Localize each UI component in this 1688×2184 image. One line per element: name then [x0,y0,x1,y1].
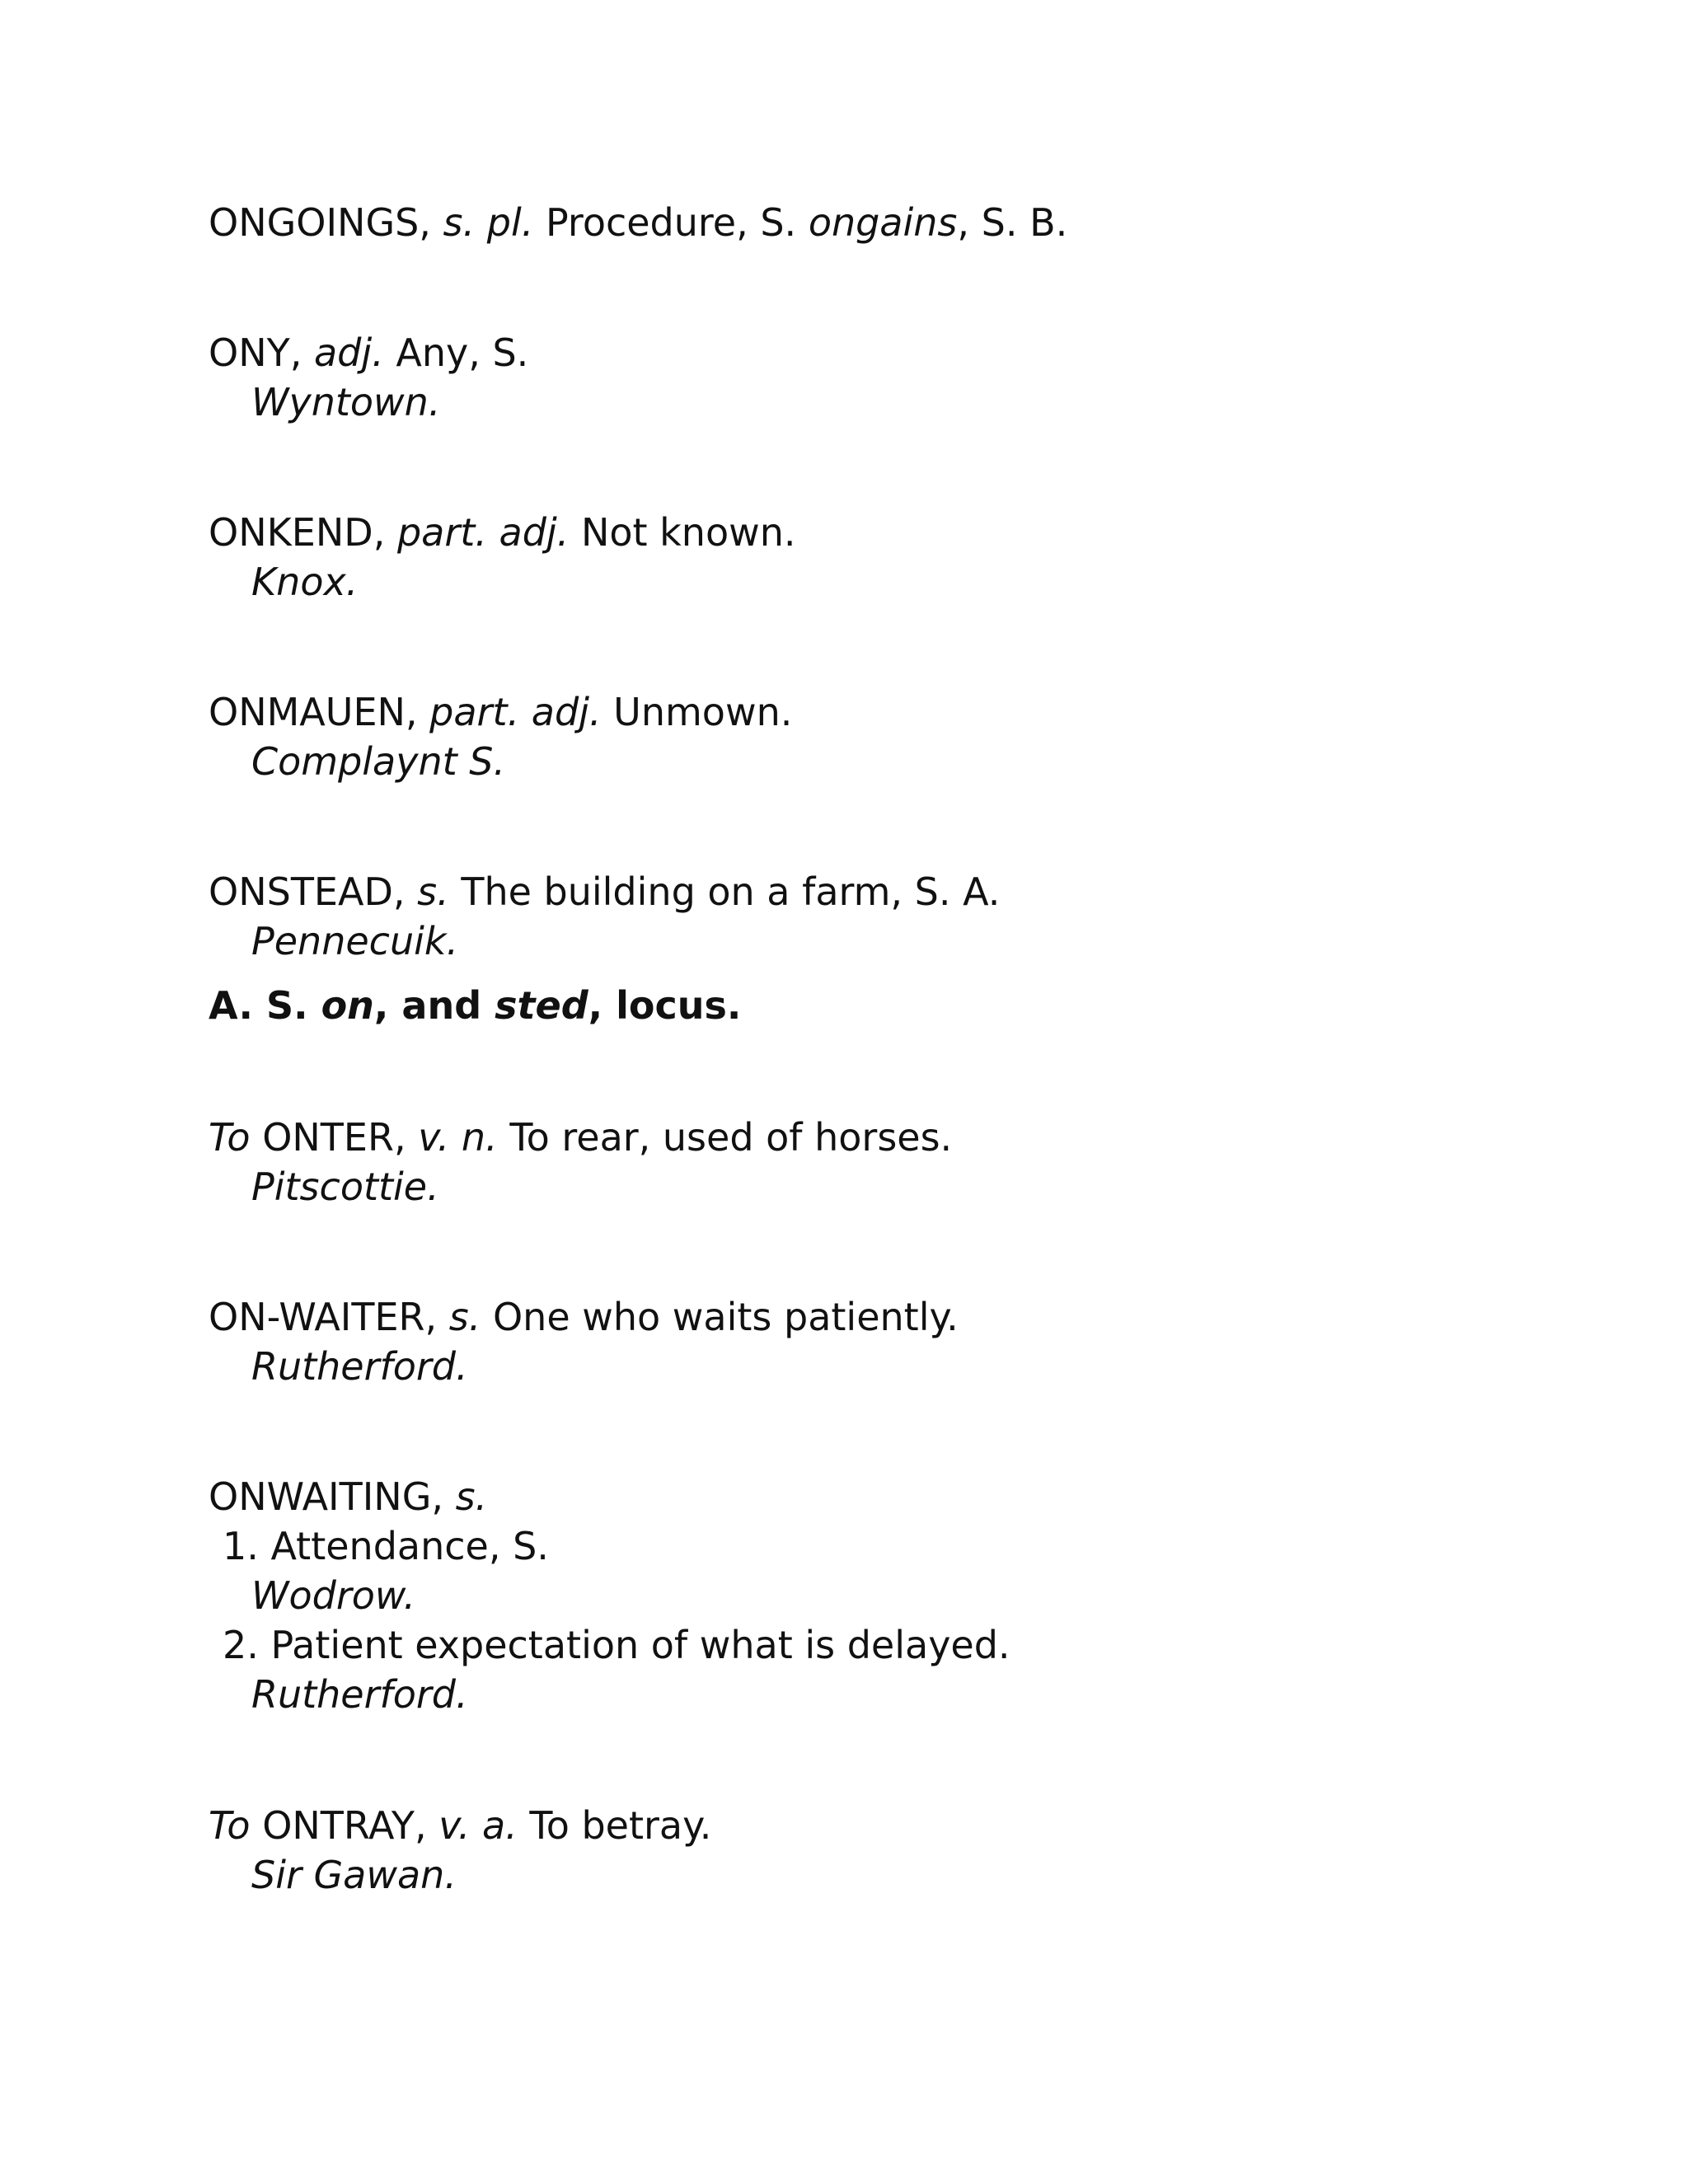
part-of-speech: s. [417,869,449,914]
variant-tail: , S. B. [957,200,1068,245]
part-of-speech: adj. [313,330,384,375]
source-citation: Rutherford. [251,1344,468,1389]
etymology-text: , and [373,983,495,1028]
source-citation: Rutherford. [251,1672,468,1717]
verb-prefix: To [209,1803,251,1848]
part-of-speech: part. adj. [429,690,602,734]
headword: ON-WAITER [209,1295,425,1339]
entry-onstead [209,867,1000,966]
headword: ONTER [262,1115,394,1160]
headword: ONMAUEN [209,690,406,734]
entry-line: ONGOINGS, s. pl. Procedure, S. ongains, S. B. [209,200,1068,245]
entry-line: To ONTER, v. n. To rear, used of horses. [209,1115,953,1160]
entry-line: ONWAITING, s. [209,1474,488,1519]
definition: Procedure, S. [545,200,797,245]
verb-prefix: To [209,1115,251,1160]
etymology-text: A. S. [209,983,321,1028]
entry-line: ONY, adj. Any, S. [209,330,529,375]
entry-ongoings [209,198,1067,247]
definition: The building on a farm, S. A. [461,869,1001,914]
source-citation: Pitscottie. [251,1165,439,1209]
part-of-speech: s. [448,1295,481,1339]
entry-on-waiter [209,1292,959,1391]
part-of-speech: s. [455,1474,488,1519]
source-citation: Knox. [251,560,359,604]
headword: ONY [209,330,290,375]
variant: ongains [808,200,958,245]
definition: Unmown. [613,690,793,734]
etymology-word: sted [495,983,588,1028]
source-citation: Pennecuik. [251,919,459,963]
sense-1: 1. Attendance, S. [223,1524,549,1568]
source-citation: Wyntown. [251,380,441,424]
sense-2: 2. Patient expectation of what is delayed. [223,1623,1010,1667]
entry-ony [209,328,528,427]
part-of-speech: v. a. [438,1803,518,1848]
source-citation: Complaynt S. [251,739,506,784]
headword: ONTRAY [262,1803,415,1848]
definition: Any, S. [396,330,529,375]
headword: ONSTEAD [209,869,393,914]
definition: One who waits patiently. [492,1295,959,1339]
entry-line: ONKEND, part. adj. Not known. [209,510,796,555]
etymology-onstead [209,981,741,1030]
definition: To betray. [529,1803,712,1848]
entry-line: To ONTRAY, v. a. To betray. [209,1803,712,1848]
entry-onmauen [209,687,792,786]
entry-line: ONMAUEN, part. adj. Unmown. [209,690,793,734]
part-of-speech: s. pl. [443,200,534,245]
entry-line: ON-WAITER, s. One who waits patiently. [209,1295,959,1339]
part-of-speech: v. n. [418,1115,498,1160]
definition: Not known. [580,510,796,555]
entry-onter [209,1113,952,1212]
entry-ontray [209,1801,711,1900]
headword: ONKEND [209,510,373,555]
entry-onkend [209,508,795,607]
entry-onwaiting [209,1472,1010,1719]
source-citation: Wodrow. [251,1573,416,1618]
etymology-word: on [321,983,374,1028]
etymology-text: , locus. [588,983,742,1028]
entry-line: ONSTEAD, s. The building on a farm, S. A. [209,869,1001,914]
part-of-speech: part. adj. [396,510,570,555]
headword: ONGOINGS [209,200,420,245]
headword: ONWAITING [209,1474,432,1519]
source-citation: Sir Gawan. [251,1853,457,1897]
definition: To rear, used of horses. [509,1115,953,1160]
